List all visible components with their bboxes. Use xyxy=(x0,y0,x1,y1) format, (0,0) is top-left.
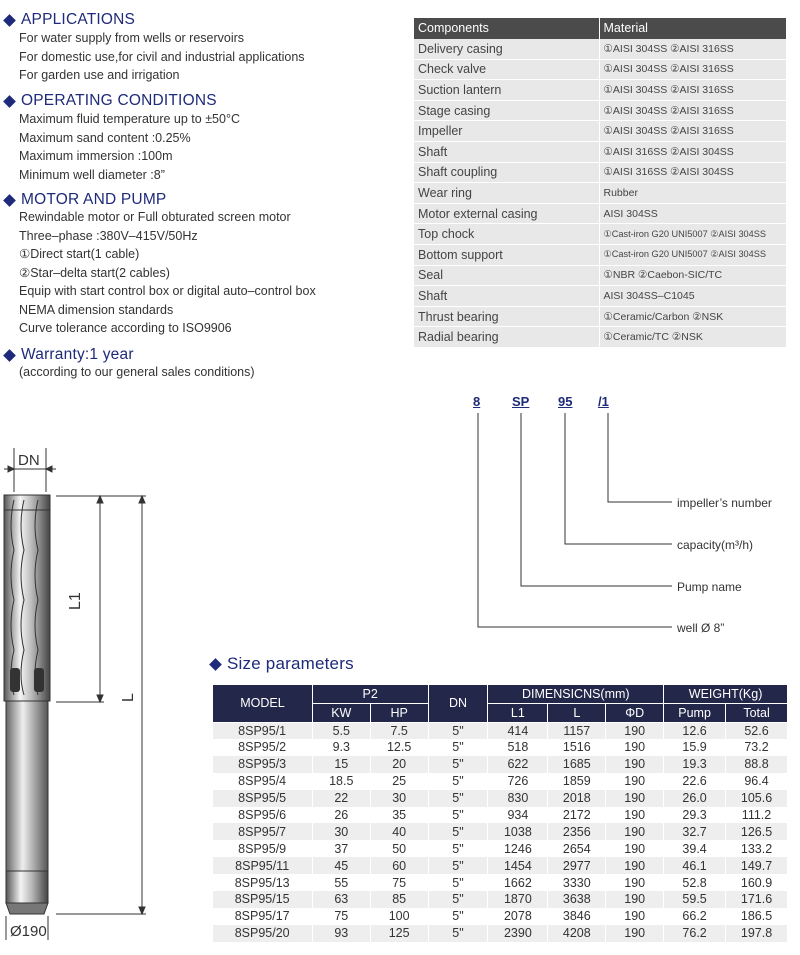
components-header: Components xyxy=(414,18,599,39)
component-name: Bottom support xyxy=(414,245,599,266)
cell-kw: 18.5 xyxy=(312,773,370,790)
dimensions-header: DIMENSICNS(mm) xyxy=(488,685,664,704)
cell-l: 2977 xyxy=(548,857,606,874)
code-part-name: SP xyxy=(512,394,530,409)
cell-hp: 35 xyxy=(370,807,428,824)
cell-hp: 12.5 xyxy=(370,739,428,756)
component-material: ①AISI 316SS ②AISI 304SS xyxy=(599,142,786,163)
cell-l1: 1454 xyxy=(488,857,548,874)
list-item: Maximum sand content :0.25% xyxy=(19,130,191,145)
phid-header: ΦD xyxy=(606,703,664,722)
cell-dn: 5" xyxy=(428,925,488,942)
cell-total-weight: 160.9 xyxy=(726,874,788,891)
pump-dimension-drawing xyxy=(0,440,170,950)
cell-phid: 190 xyxy=(606,874,664,891)
cell-model: 8SP95/5 xyxy=(213,790,313,807)
component-name: Motor external casing xyxy=(414,203,599,224)
component-material: ①Cast-iron G20 UNI5007 ②AISI 304SS xyxy=(599,245,786,266)
cell-pump-weight: 39.4 xyxy=(664,840,726,857)
list-item: Maximum immersion :100m xyxy=(19,149,173,163)
cell-kw: 5.5 xyxy=(312,722,370,739)
cell-total-weight: 186.5 xyxy=(726,908,788,925)
table-row xyxy=(213,807,788,824)
cell-model: 8SP95/17 xyxy=(213,908,313,925)
warranty-note: (according to our general sales conditions) xyxy=(19,365,255,379)
label-well-diameter: well Ø 8” xyxy=(677,621,725,635)
cell-pump-weight: 29.3 xyxy=(664,807,726,824)
cell-total-weight: 197.8 xyxy=(726,925,788,942)
cell-pump-weight: 76.2 xyxy=(664,925,726,942)
list-item: Minimum well diameter :8” xyxy=(19,167,165,182)
cell-l1: 622 xyxy=(488,756,548,773)
l-header: L xyxy=(548,703,606,722)
cell-dn: 5" xyxy=(428,823,488,840)
cell-l1: 414 xyxy=(488,722,548,739)
cell-l1: 1038 xyxy=(488,823,548,840)
cell-phid: 190 xyxy=(606,756,664,773)
cell-phid: 190 xyxy=(606,925,664,942)
cell-total-weight: 105.6 xyxy=(726,790,788,807)
cell-kw: 15 xyxy=(312,756,370,773)
component-name: Seal xyxy=(414,265,599,286)
cell-l: 2654 xyxy=(548,840,606,857)
material-header: Material xyxy=(599,18,786,39)
cell-phid: 190 xyxy=(606,722,664,739)
dn-header: DN xyxy=(428,685,488,723)
cell-pump-weight: 12.6 xyxy=(664,722,726,739)
component-material: ①AISI 304SS ②AISI 316SS xyxy=(599,39,786,60)
list-item: Curve tolerance according to ISO9906 xyxy=(19,321,232,335)
cell-model: 8SP95/2 xyxy=(213,739,313,756)
cell-dn: 5" xyxy=(428,722,488,739)
size-table-body xyxy=(213,722,788,942)
cell-model: 8SP95/7 xyxy=(213,823,313,840)
label-impeller-number: impeller’s number xyxy=(677,496,772,510)
cell-l1: 830 xyxy=(488,790,548,807)
table-header-row xyxy=(213,685,788,704)
component-material: ①AISI 304SS ②AISI 316SS xyxy=(599,59,786,80)
cell-kw: 22 xyxy=(312,790,370,807)
list-item: Equip with start control box or digital auto–control box xyxy=(19,284,316,298)
cell-phid: 190 xyxy=(606,773,664,790)
cell-model: 8SP95/11 xyxy=(213,857,313,874)
component-name: Check valve xyxy=(414,59,599,80)
table-row xyxy=(213,790,788,807)
cell-pump-weight: 15.9 xyxy=(664,739,726,756)
cell-l1: 1246 xyxy=(488,840,548,857)
component-material: ①AISI 316SS ②AISI 304SS xyxy=(599,162,786,183)
cell-kw: 45 xyxy=(312,857,370,874)
hp-header: HP xyxy=(370,703,428,722)
cell-kw: 93 xyxy=(312,925,370,942)
label-pump-name: Pump name xyxy=(677,580,742,594)
cell-l: 1157 xyxy=(548,722,606,739)
cell-dn: 5" xyxy=(428,807,488,824)
cell-pump-weight: 52.8 xyxy=(664,874,726,891)
code-part-capacity: 95 xyxy=(558,394,573,409)
operating-conditions-heading: OPERATING CONDITIONS xyxy=(2,92,217,110)
cell-l: 3638 xyxy=(548,891,606,908)
component-material: ①Ceramic/TC ②NSK xyxy=(599,327,786,348)
cell-kw: 37 xyxy=(312,840,370,857)
code-part-impellers: /1 xyxy=(598,394,609,409)
cell-dn: 5" xyxy=(428,874,488,891)
table-row xyxy=(213,739,788,756)
list-item: ①Direct start(1 cable) xyxy=(19,247,140,261)
cell-phid: 190 xyxy=(606,807,664,824)
cell-total-weight: 96.4 xyxy=(726,773,788,790)
table-row xyxy=(213,756,788,773)
size-parameters-table xyxy=(212,684,788,942)
list-item: Rewindable motor or Full obturated screen motor xyxy=(19,210,291,224)
table-row xyxy=(213,722,788,739)
cell-hp: 75 xyxy=(370,874,428,891)
p2-header: P2 xyxy=(312,685,428,704)
cell-dn: 5" xyxy=(428,908,488,925)
component-name: Shaft xyxy=(414,286,599,307)
cell-pump-weight: 66.2 xyxy=(664,908,726,925)
cell-kw: 9.3 xyxy=(312,739,370,756)
component-material: ①NBR ②Caebon-SIC/TC xyxy=(599,265,786,286)
cell-kw: 75 xyxy=(312,908,370,925)
model-header: MODEL xyxy=(213,685,313,723)
cell-dn: 5" xyxy=(428,756,488,773)
component-material: Rubber xyxy=(599,183,786,204)
component-material: ①AISI 304SS ②AISI 316SS xyxy=(599,80,786,101)
table-row xyxy=(213,857,788,874)
cell-pump-weight: 46.1 xyxy=(664,857,726,874)
list-item: ②Star–delta start(2 cables) xyxy=(19,265,170,280)
cell-l: 3330 xyxy=(548,874,606,891)
cell-hp: 85 xyxy=(370,891,428,908)
code-part-size: 8 xyxy=(473,394,481,409)
table-row xyxy=(213,773,788,790)
cell-kw: 30 xyxy=(312,823,370,840)
cell-dn: 5" xyxy=(428,790,488,807)
cell-total-weight: 171.6 xyxy=(726,891,788,908)
component-name: Stage casing xyxy=(414,100,599,121)
cell-total-weight: 73.2 xyxy=(726,739,788,756)
cell-l1: 1870 xyxy=(488,891,548,908)
cell-l: 1859 xyxy=(548,773,606,790)
cell-model: 8SP95/15 xyxy=(213,891,313,908)
diamond-bullet-icon xyxy=(209,658,222,671)
cell-l: 1516 xyxy=(548,739,606,756)
cell-total-weight: 133.2 xyxy=(726,840,788,857)
cell-dn: 5" xyxy=(428,739,488,756)
component-name: Radial bearing xyxy=(414,327,599,348)
cell-pump-weight: 19.3 xyxy=(664,756,726,773)
l1-header: L1 xyxy=(488,703,548,722)
table-row xyxy=(213,908,788,925)
component-name: Thrust bearing xyxy=(414,306,599,327)
list-item: For garden use and irrigation xyxy=(19,68,180,82)
cell-total-weight: 52.6 xyxy=(726,722,788,739)
warranty-heading: Warranty:1 year xyxy=(2,346,134,364)
cell-l1: 2390 xyxy=(488,925,548,942)
cell-total-weight: 149.7 xyxy=(726,857,788,874)
diameter-label: Ø190 xyxy=(10,923,47,940)
cell-l1: 2078 xyxy=(488,908,548,925)
component-material: AISI 304SS xyxy=(599,203,786,224)
list-item: NEMA dimension standards xyxy=(19,302,174,317)
list-item: Maximum fluid temperature up to ±50°C xyxy=(19,112,240,126)
cell-hp: 125 xyxy=(370,925,428,942)
component-material: ①Ceramic/Carbon ②NSK xyxy=(599,306,786,327)
component-name: Shaft xyxy=(414,142,599,163)
cell-total-weight: 126.5 xyxy=(726,823,788,840)
cell-hp: 25 xyxy=(370,773,428,790)
cell-dn: 5" xyxy=(428,891,488,908)
component-name: Wear ring xyxy=(414,183,599,204)
table-row xyxy=(213,840,788,857)
cell-l1: 1662 xyxy=(488,874,548,891)
total-weight-header: Total xyxy=(726,703,788,722)
cell-hp: 50 xyxy=(370,840,428,857)
cell-kw: 55 xyxy=(312,874,370,891)
cell-l1: 934 xyxy=(488,807,548,824)
cell-model: 8SP95/6 xyxy=(213,807,313,824)
cell-l: 2018 xyxy=(548,790,606,807)
applications-heading: APPLICATIONS xyxy=(2,11,135,29)
cell-phid: 190 xyxy=(606,840,664,857)
cell-model: 8SP95/9 xyxy=(213,840,313,857)
table-row xyxy=(213,891,788,908)
cell-phid: 190 xyxy=(606,908,664,925)
cell-model: 8SP95/4 xyxy=(213,773,313,790)
cell-dn: 5" xyxy=(428,773,488,790)
cell-hp: 20 xyxy=(370,756,428,773)
list-item: Three–phase :380V–415V/50Hz xyxy=(19,228,198,243)
list-item: For domestic use,for civil and industrial applications xyxy=(19,49,305,64)
cell-l: 2356 xyxy=(548,823,606,840)
motor-and-pump-heading: MOTOR AND PUMP xyxy=(2,191,166,209)
cell-phid: 190 xyxy=(606,857,664,874)
component-material: ①Cast-iron G20 UNI5007 ②AISI 304SS xyxy=(599,224,786,245)
component-name: Suction lantern xyxy=(414,80,599,101)
l-label: L xyxy=(120,693,137,702)
cell-l: 1685 xyxy=(548,756,606,773)
list-item: For water supply from wells or reservoirs xyxy=(19,31,245,45)
cell-l1: 726 xyxy=(488,773,548,790)
cell-l: 3846 xyxy=(548,908,606,925)
cell-total-weight: 88.8 xyxy=(726,756,788,773)
cell-model: 8SP95/1 xyxy=(213,722,313,739)
kw-header: KW xyxy=(312,703,370,722)
component-name: Shaft coupling xyxy=(414,162,599,183)
cell-dn: 5" xyxy=(428,857,488,874)
cell-model: 8SP95/20 xyxy=(213,925,313,942)
cell-phid: 190 xyxy=(606,790,664,807)
cell-total-weight: 111.2 xyxy=(726,807,788,824)
label-capacity: capacity(m³/h) xyxy=(677,538,754,552)
table-row xyxy=(213,823,788,840)
cell-l: 4208 xyxy=(548,925,606,942)
component-material: ①AISI 304SS ②AISI 316SS xyxy=(599,121,786,142)
cell-kw: 63 xyxy=(312,891,370,908)
component-name: Impeller xyxy=(414,121,599,142)
cell-phid: 190 xyxy=(606,739,664,756)
cell-kw: 26 xyxy=(312,807,370,824)
component-material: AISI 304SS–C1045 xyxy=(599,286,786,307)
cell-pump-weight: 59.5 xyxy=(664,891,726,908)
cell-l: 2172 xyxy=(548,807,606,824)
cell-pump-weight: 26.0 xyxy=(664,790,726,807)
size-parameters-heading: Size parameters xyxy=(208,654,354,674)
pump-weight-header: Pump xyxy=(664,703,726,722)
component-material: ①AISI 304SS ②AISI 316SS xyxy=(599,100,786,121)
cell-pump-weight: 22.6 xyxy=(664,773,726,790)
l1-label: L1 xyxy=(67,592,84,610)
cell-model: 8SP95/13 xyxy=(213,874,313,891)
table-row xyxy=(213,925,788,942)
cell-pump-weight: 32.7 xyxy=(664,823,726,840)
cell-dn: 5" xyxy=(428,840,488,857)
cell-model: 8SP95/3 xyxy=(213,756,313,773)
dn-label: DN xyxy=(18,452,40,469)
table-row xyxy=(213,874,788,891)
cell-hp: 100 xyxy=(370,908,428,925)
cell-hp: 60 xyxy=(370,857,428,874)
cell-hp: 7.5 xyxy=(370,722,428,739)
component-name: Top chock xyxy=(414,224,599,245)
cell-phid: 190 xyxy=(606,823,664,840)
weight-header: WEIGHT(Kg) xyxy=(664,685,788,704)
cell-l1: 518 xyxy=(488,739,548,756)
component-name: Delivery casing xyxy=(414,39,599,60)
cell-hp: 40 xyxy=(370,823,428,840)
cell-hp: 30 xyxy=(370,790,428,807)
cell-phid: 190 xyxy=(606,891,664,908)
